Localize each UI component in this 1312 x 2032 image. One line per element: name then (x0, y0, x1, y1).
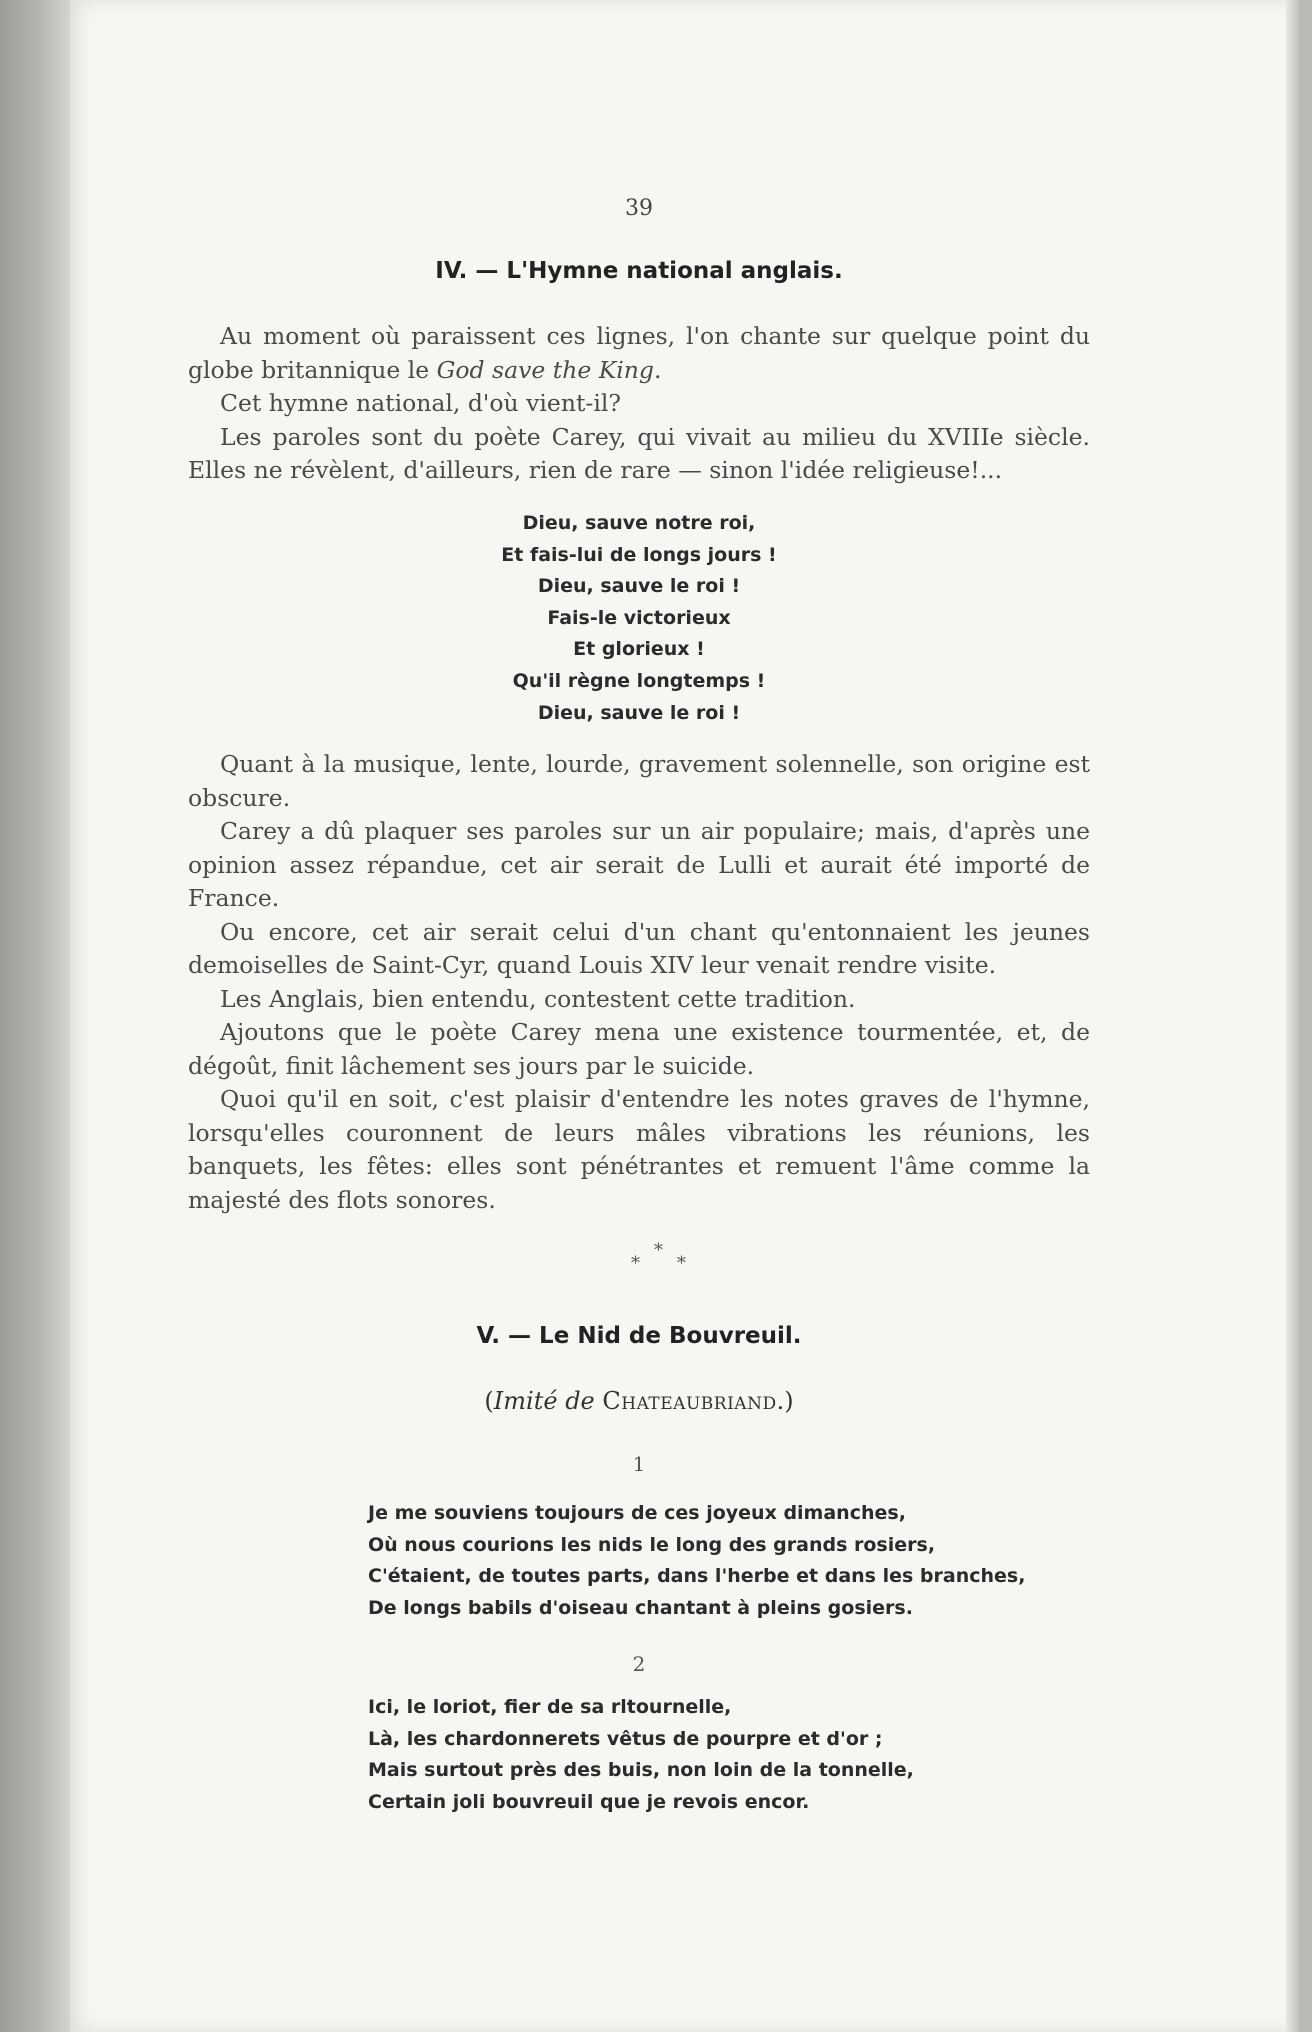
paragraph-text: Au moment où paraissent ces lignes, l'on chante sur quelque point du globe britannique le (188, 322, 1090, 384)
anthem-poem (188, 508, 1090, 729)
section-5-heading: V. — Le Nid de Bouvreuil. (476, 1323, 802, 1349)
attribution-text: .) (776, 1387, 794, 1415)
paragraph: Cet hymne national, d'où vient-il? (220, 389, 621, 417)
paragraph: Ajoutons que le poète Carey mena une existence tourmentée, et, de dégoût, finit lâchement ses jours par le suicide. (188, 1018, 1090, 1080)
asterism-star: * (654, 1240, 663, 1261)
section-4-intro (188, 320, 1090, 488)
paragraph: Les Anglais, bien entendu, contestent cette tradition. (220, 984, 856, 1013)
page-number: 39 (625, 196, 653, 221)
poem-line: Et fais-lui de longs jours ! (501, 543, 777, 566)
book-page (70, 0, 1300, 2032)
attribution-text: ( (484, 1387, 494, 1415)
attribution (188, 1387, 1090, 1415)
poem-line: Dieu, sauve le roi ! (537, 701, 741, 724)
paragraph (188, 320, 1090, 387)
poem-line: Où nous courions les nids le long des grands rosiers, (368, 1533, 936, 1556)
poem-line: Certain joli bouvreuil que je revois encor. (368, 1790, 810, 1813)
poem-line: Dieu, sauve le roi ! (537, 575, 741, 598)
page-edge (1286, 0, 1300, 2032)
section-4-heading: IV. — L'Hymne national anglais. (435, 258, 843, 284)
paragraph: Ou encore, cet air serait celui d'un chant qu'entonnaient les jeunes demoiselles de Saint-Cyr, quand Louis XIV leur venait rendre visite. (188, 917, 1090, 979)
section-4-body (188, 748, 1090, 1217)
paragraph: Quoi qu'il en soit, c'est plaisir d'entendre les notes graves de l'hymne, lorsqu'elles couronnent de leurs mâles vibrations les réunions, les banquets, les fêtes: elles sont pénétrantes et remuent l'âme comme la majesté des flots sonores. (188, 1085, 1090, 1214)
attribution-author: Chateaubriand (602, 1387, 777, 1415)
poem-line: Fais-le victorieux (547, 606, 731, 629)
asterism-star: * (631, 1253, 640, 1274)
paragraph: Les paroles sont du poète Carey, qui vivait au milieu du XVIIIe siècle. Elles ne révèlent, d'ailleurs, rien de rare — sinon l'idée religieuse!... (188, 422, 1090, 484)
book-binding (0, 0, 70, 2032)
stanza-1 (368, 1498, 1025, 1624)
poem-line: Et glorieux ! (573, 638, 705, 661)
attribution-italic: Imité de (493, 1387, 603, 1415)
poem-line: Dieu, sauve notre roi, (522, 512, 756, 534)
stanza-2 (368, 1692, 914, 1818)
poem-line: Qu'il règne longtemps ! (512, 669, 766, 692)
poem-line: Là, les chardonnerets vêtus de pourpre et d'or ; (368, 1727, 883, 1750)
paragraph-italic: God save the King (436, 355, 654, 384)
stanza-number: 1 (632, 1452, 646, 1476)
asterism (188, 1240, 1090, 1280)
poem-line: De longs babils d'oiseau chantant à pleins gosiers. (368, 1596, 913, 1619)
poem-line: Mais surtout près des buis, non loin de la tonnelle, (368, 1759, 914, 1782)
paragraph-text: . (653, 355, 662, 384)
poem-line: Ici, le loriot, fier de sa rltournelle, (368, 1696, 732, 1718)
poem-line: C'étaient, de toutes parts, dans l'herbe et dans les branches, (368, 1565, 1026, 1588)
poem-line: Je me souviens toujours de ces joyeux dimanches, (368, 1502, 906, 1524)
paragraph: Carey a dû plaquer ses paroles sur un air populaire; mais, d'après une opinion assez répandue, cet air serait de Lulli et aurait été importé de France. (188, 817, 1090, 912)
stanza-number: 2 (632, 1652, 646, 1676)
asterism-star: * (677, 1253, 686, 1274)
paragraph: Quant à la musique, lente, lourde, gravement solennelle, son origine est obscure. (188, 750, 1090, 812)
